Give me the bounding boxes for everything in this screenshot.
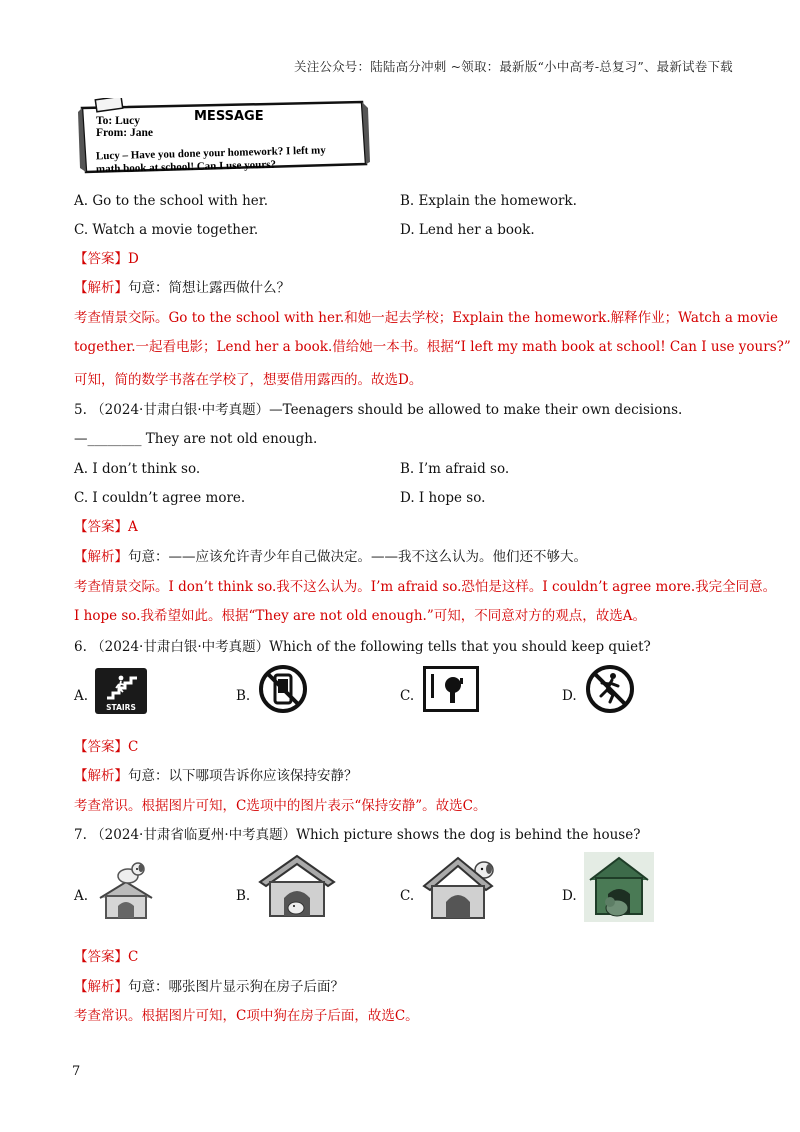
- q4-option-a: A. Go to the school with her.: [74, 193, 269, 209]
- q7-label-a: A.: [74, 888, 89, 904]
- no-running-sign-icon: [585, 664, 635, 718]
- q4-option-b: B. Explain the homework.: [400, 193, 577, 209]
- q4-option-c: C. Watch a movie together.: [74, 222, 259, 238]
- message-title: MESSAGE: [194, 109, 264, 124]
- q6-label-a: A.: [74, 688, 89, 704]
- q6-label-c: C.: [400, 688, 415, 704]
- keep-quiet-sign-icon: [423, 666, 479, 716]
- q7-analysis-line-1: [74, 978, 344, 996]
- q6-stem: 6. （2024·甘肃白银·中考真题）Which of the following tells that you should keep quiet?: [74, 639, 651, 655]
- q5-analysis-text-1: 句意：——应该允许青少年自己做决定。——我不这么认为。他们还不够大。: [128, 549, 587, 565]
- q6-analysis-line-1: [74, 767, 358, 785]
- q4-answer: 【答案】D: [74, 251, 139, 267]
- q4-analysis-line-3: together.一起看电影；Lend her a book.借给她一本书。根据“I left my math book at school! Can I use yours?”: [74, 339, 791, 355]
- q5-analysis-line-3: I hope so.我希望如此。根据“They are not old enough.”可知，不同意对方的观点，故选A。: [74, 608, 646, 624]
- q7-label-d: D.: [562, 888, 577, 904]
- q5-stem-2: —________ They are not old enough.: [74, 431, 318, 447]
- no-phone-sign-icon: [258, 664, 308, 718]
- q5-option-d: D. I hope so.: [400, 490, 486, 506]
- q4-analysis-line-4: 可知，简的数学书落在学校了，想要借用露西的。故选D。: [74, 372, 423, 388]
- q6-label-b: B.: [236, 688, 251, 704]
- q7-analysis-line-2: 考查常识。根据图片可知，C项中狗在房子后面，故选C。: [74, 1008, 419, 1024]
- q7-label-c: C.: [400, 888, 415, 904]
- q5-analysis-line-2: 考查情景交际。I don’t think so.我不这么认为。I’m afraid so.恐怕是这样。I couldn’t agree more.我完全同意。: [74, 579, 777, 595]
- q7-stem: 7. （2024·甘肃省临夏州·中考真题）Which picture shows the dog is behind the house?: [74, 827, 641, 843]
- dog-on-house-picture: [94, 860, 158, 924]
- dog-in-front-of-house-picture: [584, 852, 654, 926]
- page-header: 关注公众号：陆陆高分冲刺 ~领取：最新版“小中高考-总复习”、最新试卷下载: [294, 59, 733, 74]
- q6-analysis-text-1: 句意：以下哪项告诉你应该保持安静？: [128, 768, 358, 784]
- message-body-2: math book at school! Can I use yours?: [95, 158, 277, 176]
- stairs-sign-icon: [95, 668, 147, 718]
- q4-analysis-line-2: 考查情景交际。Go to the school with her.和她一起去学校；Explain the homework.解释作业；Watch a movie: [74, 310, 779, 326]
- message-to: To: Lucy: [96, 115, 140, 127]
- dog-behind-house-picture: [420, 852, 504, 926]
- q5-analysis-label: 【解析】: [74, 549, 128, 565]
- message-body-1: Lucy – Have you done your homework? I left my: [95, 144, 326, 163]
- q5-option-b: B. I’m afraid so.: [400, 461, 510, 477]
- stairs-sign-text: STAIRS: [106, 703, 136, 712]
- q6-analysis-line-2: 考查常识。根据图片可知，C选项中的图片表示“保持安静”。故选C。: [74, 798, 487, 814]
- q7-analysis-text-1: 句意：哪张图片显示狗在房子后面？: [128, 979, 344, 995]
- q6-label-d: D.: [562, 688, 577, 704]
- q5-stem-1: 5. （2024·甘肃白银·中考真题）—Teenagers should be allowed to make their own decisions.: [74, 402, 683, 418]
- q5-option-a: A. I don’t think so.: [74, 461, 201, 477]
- q4-option-d: D. Lend her a book.: [400, 222, 535, 238]
- dog-in-house-picture: [258, 852, 336, 924]
- q7-answer: 【答案】C: [74, 949, 139, 965]
- q4-analysis-label: 【解析】: [74, 280, 128, 296]
- page-number: 7: [72, 1064, 81, 1079]
- message-note-image: [74, 98, 374, 178]
- q5-option-c: C. I couldn’t agree more.: [74, 490, 246, 506]
- message-from: From: Jane: [96, 127, 153, 139]
- q5-answer: 【答案】A: [74, 519, 138, 535]
- q4-analysis-line-1: [74, 279, 290, 297]
- q6-answer: 【答案】C: [74, 739, 139, 755]
- q6-analysis-label: 【解析】: [74, 768, 128, 784]
- q5-analysis-line-1: [74, 548, 587, 566]
- q7-analysis-label: 【解析】: [74, 979, 128, 995]
- q7-label-b: B.: [236, 888, 251, 904]
- q4-analysis-text-1: 句意：简想让露西做什么？: [128, 280, 290, 296]
